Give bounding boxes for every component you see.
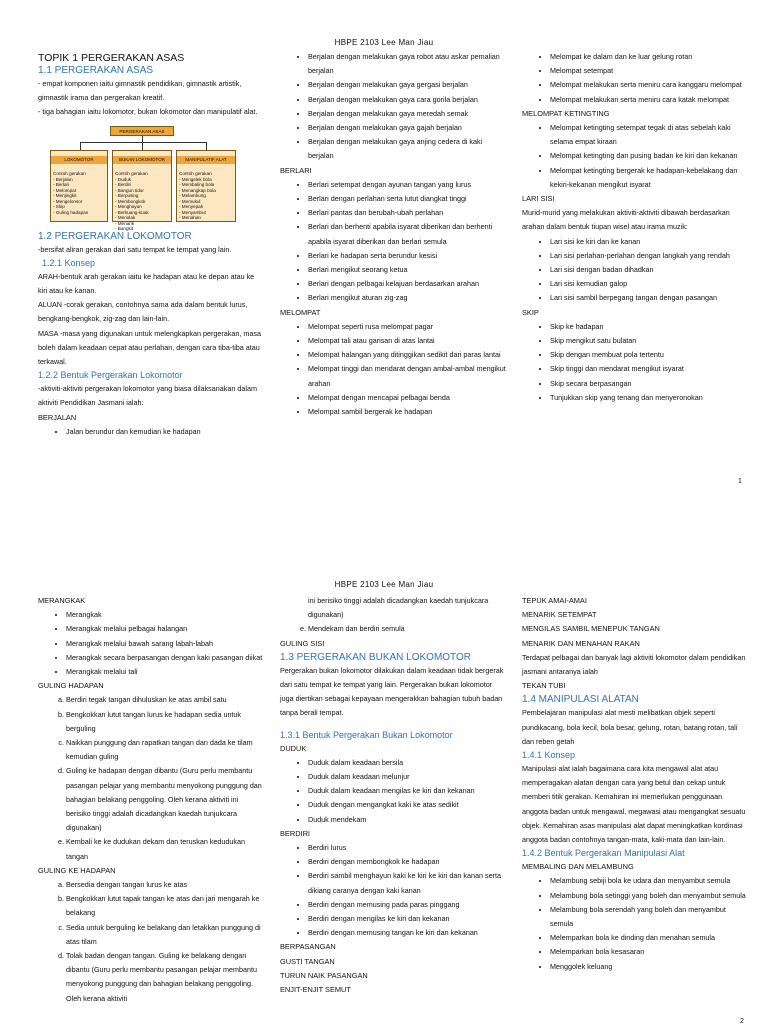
- section-1-2-2-text: -aktiviti-aktiviti pergerakan lokomotor yang biasa dilaksanakan dalam aktiviti Pendidikan Jasmani ialah:: [38, 384, 257, 408]
- menahan-text: Terdapat pelbagai dan banyak lagi aktiviti lokomotor dalam pendidikan jasmani antaranya ialah: [522, 652, 746, 677]
- topic-title: TOPIK 1 PERGERAKAN ASAS: [38, 52, 185, 64]
- section-1-3-1-heading: 1.3.1 Bentuk Pergerakan Bukan Lokomotor: [280, 729, 453, 740]
- list-item: • Skip secara berpasangan: [550, 377, 748, 391]
- berlari-list: [280, 178, 506, 306]
- diagram-connector: [80, 142, 206, 143]
- list-item: • Berlari setempat dengan ayunan tangan yang lurus: [308, 178, 506, 192]
- page2-column-1: [38, 594, 264, 1006]
- pergerakan-asas-diagram: [48, 126, 238, 232]
- list-item: a. Berdiri tegak tangan dihuluskan ke atas ambil satu: [66, 693, 264, 707]
- diagram-box-body: Contoh gerakan - Mengelek bola - Membaling bola - Menangkap bola - Melambung - Memukul - Menyepak - Menyambut - Menahan: [179, 171, 216, 221]
- berjalan-label: BERJALAN: [38, 412, 77, 422]
- tekan-tubi-label: TEKAN TUBI: [522, 681, 566, 691]
- list-item: • Duduk dalam keadaan mengilas ke kiri dan kekanan: [308, 784, 506, 798]
- page2-column-2: [280, 594, 506, 997]
- list-item: • Menggolek keluang: [550, 960, 750, 974]
- melompat-ketingting-label: MELOMPAT KETINGTING: [522, 108, 610, 118]
- section-1-3-text: Pergerakan bukan lokomotor dilakukan dalam keadaan tidak bergerak dari satu tempat ke tempat yang lain. Pergerakan bukan lokomotor juga diertikan sebagai kepayaan mengerakkan bahagian tubuh badan tanpa berali tempat.: [280, 665, 504, 718]
- list-item: • Lari sisi dengan badan dihadkan: [550, 263, 748, 277]
- list-item: d. Tolak badan dengan tangan. Guling ke belakang dengan dibantu (Guru perlu membantu pasangan pelajar membantu menyokong punggung dan bahagian belakang penggoling. Oleh kerana aktiviti: [66, 949, 264, 1006]
- continued-text: ini berisiko tinggi adalah dicadangkan kaedah tunjukcara digunakan): [308, 596, 489, 620]
- section-1-2-1-heading: 1.2.1 Konsep: [42, 257, 96, 268]
- melompat-list: [280, 320, 506, 419]
- page-header: HBPE 2103 Lee Man Jiau: [334, 38, 434, 47]
- melompat-label: MELOMPAT: [280, 307, 321, 317]
- list-item: e. Kembali ke ke dudukan dekam dan teruskan kedudukan tangan: [66, 835, 264, 863]
- list-item: b. Bengkokkan lutut tapak tangan ke atas dan jari mengarah ke belakang: [66, 892, 264, 920]
- guling-sisi-label: GULING SISI: [280, 638, 325, 648]
- list-item: • Duduk mendekam: [308, 813, 506, 827]
- list-item: • Melompat halangan yang ditinggikan sedikit dari paras lantai: [308, 348, 506, 362]
- list-item: • Merangkak secara berpasangan dengan kaki pasangan diikat: [66, 651, 264, 665]
- berdiri-list: [280, 841, 506, 940]
- skip-list: [522, 320, 748, 405]
- list-item: • Berjalan dengan melakukan gaya cara gorila berjalan: [308, 93, 506, 107]
- guling-hadapan-label: GULING HADAPAN: [38, 681, 104, 691]
- list-item: • Skip ke hadapan: [550, 320, 748, 334]
- ketingting-list: [522, 121, 748, 192]
- list-item: • Berlari pantas dan berubah-ubah perlahan: [308, 206, 506, 220]
- list-item: • Berlari ke hadapan serta berundur kesisi: [308, 249, 506, 263]
- list-item: • Berdiri dengan memusing pada paras pinggang: [308, 898, 506, 912]
- gusti-tangan-label: GUSTI TANGAN: [280, 956, 335, 966]
- list-item: • Merangkak melalui bawah sarang labah-labah: [66, 637, 264, 651]
- page1-column-1: [38, 52, 262, 439]
- list-item: • Melompat melakukan serta meniru cara kanggaru melompat: [550, 78, 748, 92]
- diagram-box-title: LOKOMOTOR: [51, 156, 107, 164]
- list-item: • Melompat melakukan serta meniru cara katak melompat: [550, 93, 748, 107]
- list-item: • Melompat tali atau garisan di atas lantai: [308, 334, 506, 348]
- diagram-connector: [206, 142, 207, 150]
- turun-naik-label: TURUN NAIK PASANGAN: [280, 970, 368, 980]
- skip-label: SKIP: [522, 307, 539, 317]
- list-item: • Lari sisi perlahan-perlahan dengan langkah yang rendah: [550, 249, 748, 263]
- guling-ke-hadapan-list: [38, 878, 264, 1006]
- list-item: • Berdiri lurus: [308, 841, 506, 855]
- menarik-setempat-label: MENARIK SETEMPAT: [522, 610, 597, 620]
- list-item: • Duduk dalam keadaan melunjur: [308, 770, 506, 784]
- list-item: c. Sedia untuk berguling ke belakang dan letakkan punggung di atas tilam: [66, 921, 264, 949]
- list-item: • Melambung bola serendah yang boleh dan menyambut semula: [550, 903, 750, 931]
- arah-paragraph: ARAH-bentuk arah gerakan iaitu ke hadapan atau ke depan atau ke kiri atau ke kanan.: [38, 271, 255, 296]
- section-1-4-heading: 1.4 MANIPULASI ALATAN: [522, 694, 639, 706]
- list-item: • Duduk dengan mengangkat kaki ke atas sedikit: [308, 798, 506, 812]
- diagram-bukan-lokomotor-box: [112, 150, 172, 232]
- diagram-box-title: MANIPULATIF ALAT: [177, 156, 235, 164]
- list-item: c. Naikkan punggung dan rapatkan tangan dan dada ke tilam kemudian guling: [66, 736, 264, 764]
- list-item: d. Guling ke hadapan dengan dibantu (Guru perlu membantu pasangan pelajar yang membantu menyokong punggung dan bahagian belakang penggoling. Oleh kerana aktiviti ini berisiko tinggi adalah dicadangkan kaedah tunjukcara digunakan): [66, 764, 264, 835]
- section-1-4-2-heading: 1.4.2 Bentuk Pergerakan Manipulasi Alat: [522, 848, 685, 859]
- list-item: • Berdiri dengan membongkok ke hadapan: [308, 855, 506, 869]
- list-item: a. Bersedia dengan tangan lurus ke atas: [66, 878, 264, 892]
- melompat-list-continued: [522, 50, 748, 107]
- page-2: [0, 572, 768, 1024]
- list-item: • Berjalan dengan melakukan gaya gajah berjalan: [308, 121, 506, 135]
- list-item: • Merangkak melalui tali: [66, 665, 264, 679]
- list-item: • Lari sisi ke kiri dan ke kanan: [550, 235, 748, 249]
- list-item: • Melompat sambil bergerak ke hadapan: [308, 405, 506, 419]
- berlari-label: BERLARI: [280, 165, 312, 175]
- list-item: • Merangkak: [66, 608, 264, 622]
- diagram-box-body: Contoh gerakan - Duduk - Berdiri - Bangun tidur - Berpusing - Membongkok - Menghayun - Berkuang-kuak - Menolak - Menarik - Bangkit: [115, 171, 149, 232]
- list-item: • Melompat ke dalam dan ke luar gelung rotan: [550, 50, 748, 64]
- section-1-2-heading: 1.2 PERGERAKAN LOKOMOTOR: [38, 230, 192, 242]
- lari-sisi-text: Murid-murid yang melakukan aktiviti-aktiviti dibawah berdasarkan arahan dalam bentuk tiupan wisel atau irama muzik:: [522, 208, 730, 232]
- diagram-top-box: PERGERAKAN ASAS: [110, 126, 174, 136]
- diagram-box-title: BUKAN LOKOMOTOR: [113, 156, 171, 164]
- section-1-3-heading: 1.3 PERGERAKAN BUKAN LOKOMOTOR: [280, 651, 471, 663]
- page1-column-3: [522, 50, 748, 405]
- berdiri-label: BERDIRI: [280, 828, 310, 838]
- list-item: • Skip mengikut satu bulatan: [550, 334, 748, 348]
- list-item: • Tunjukkan skip yang tenang dan menyeronokan: [550, 391, 748, 405]
- aluan-paragraph: ALUAN -corak gerakan, contohnya sama ada dalam bentuk lurus, bengkang-bengkok, zig-zag dan lain-lain.: [38, 300, 248, 324]
- merangkak-list: [38, 608, 264, 679]
- page-header: HBPE 2103 Lee Man Jiau: [334, 580, 434, 589]
- list-item: • Berjalan dengan melakukan gaya meredah semak: [308, 107, 506, 121]
- diagram-box-body: Contoh gerakan - Berjalan - Berlari - Melompat - Menjingkit - Mengelonsor - Skip - Guling hadapan: [53, 171, 89, 215]
- section-1-4-text: Pembelajaran manipulasi alat mesti melibatkan objek seperti pundikacang, bola kecil, bola besar, gelung, rotan, batang rotan, tali dan reben getah: [522, 708, 738, 746]
- page-number: 1: [738, 478, 742, 485]
- berjalan-list: [38, 425, 262, 439]
- list-item: • Melompat ketingting setempat tegak di atas sebelah kaki selama empat kiraan: [550, 121, 748, 149]
- list-item: • Melompat setempat: [550, 64, 748, 78]
- list-item: • Berlari mengikut seorang ketua: [308, 263, 506, 277]
- list-item: • Duduk dalam keadaan bersila: [308, 756, 506, 770]
- merangkak-label: MERANGKAK: [38, 596, 86, 605]
- list-item: • Berlari dengan pelbagai kelajuan berdasarkan arahan: [308, 277, 506, 291]
- list-item: e. Mendekam dan berdiri semula: [308, 622, 506, 636]
- list-item: • Skip tinggi dan mendarat mengikut isyarat: [550, 362, 748, 376]
- mengilas-label: MENGILAS SAMBIL MENEPUK TANGAN: [522, 624, 660, 634]
- list-item: • Melambung sebiji bola ke udara dan menyambut semula: [550, 874, 750, 888]
- diagram-connector: [142, 142, 143, 150]
- list-item: • Berlari dan berhenti apabila isyarat diberikan dan berhenti apabila isyarat diberikan dan berlari semula: [308, 220, 506, 248]
- list-item: • Merangkak melalui pelbagai halangan: [66, 622, 264, 636]
- section-1-2-2-heading: 1.2.2 Bentuk Pergerakan Lokomotor: [38, 370, 183, 381]
- berjalan-list-continued: [280, 50, 506, 164]
- list-item: • Berjalan dengan melakukan gaya anjing cedera di kaki berjalan: [308, 135, 506, 163]
- tepuk-amai-label: TEPUK AMAI-AMAI: [522, 596, 587, 605]
- guling-list-continued: [280, 622, 506, 636]
- lari-sisi-list: [522, 235, 748, 306]
- page1-column-2: [280, 50, 506, 419]
- list-item: b. Bengkokkan lutut tangan lurus ke hadapan sedia untuk berguling: [66, 708, 264, 736]
- enjit-semut-label: ENJIT-ENJIT SEMUT: [280, 985, 351, 995]
- page-number: 2: [740, 1018, 744, 1025]
- list-item: • Berdiri sambil menghayun kaki ke kiri ke kiri dan kanan serta dikiang caranya dengan kaki kanan: [308, 869, 506, 897]
- diagram-connector: [80, 142, 81, 150]
- list-item: • Berlari mengikut aturan zig-zag: [308, 291, 506, 305]
- list-item: • Melompat tinggi dan mendarat dengan ambal-ambal mengikut arahan: [308, 362, 506, 390]
- diagram-lokomotor-box: [50, 150, 108, 222]
- membaling-label: MEMBALING DAN MELAMBUNG: [522, 862, 634, 872]
- list-item: • Berdiri dengan memusing tangan ke kiri dan kekanan: [308, 926, 506, 940]
- section-1-4-1-text: Manipulasi alat ialah bagaimana cara kita mengawal alat atau memperagakan alatan dengan cara yang betul dan cekap untuk memberi titik gerakan. Kemahiran ini memerlukan penggunaan anggota badan untuk mengawal, megawasi atau mengangkat sesuatu objek. Kemahiran asas manipulasi alat dapat meningkatkan kordinasi anggota badan contohnya tangan-mata, kaki-mata dan lain-lain.: [522, 764, 746, 845]
- guling-hadapan-list: [38, 693, 264, 863]
- list-item: • Skip dengan membuat pola tertentu: [550, 348, 748, 362]
- list-item: • Melompat seperti rusa melompat pagar: [308, 320, 506, 334]
- section-1-1-heading: 1.1 PERGERAKAN ASAS: [38, 65, 154, 76]
- guling-ke-hadapan-label: GULING KE HADAPAN: [38, 865, 116, 875]
- list-item: • Lari sisi kemudian galop: [550, 277, 748, 291]
- duduk-label: DUDUK: [280, 743, 307, 753]
- list-item: • Melompat ketingting dan pusing badan ke kiri dan kekanan: [550, 149, 748, 163]
- list-item: • Melompat ketingting bergerak ke hadapan-kebelakang dan kekiri-kekanan mengikut isyarat: [550, 164, 748, 192]
- list-item: • Melompat dengan mencapai pelbagai benda: [308, 391, 506, 405]
- page2-column-3: [522, 594, 750, 974]
- intro-paragraph-1: - empat komponen iaitu gimnastik pendidikan, gimnastik artistik, gimnastik irama dan pergerakan kreatif.: [38, 79, 242, 103]
- lari-sisi-label: LARI SISI: [522, 194, 555, 204]
- duduk-list: [280, 756, 506, 827]
- list-item: • Jalan berundur dan kemudian ke hadapan: [66, 425, 262, 439]
- menarik-menahan-label: MENARIK DAN MENAHAN RAKAN: [522, 638, 640, 648]
- list-item: • Berjalan dengan melakukan gaya gergasi berjalan: [308, 78, 506, 92]
- list-item: • Melambung bola setinggi yang boleh dan menyambut semula: [550, 889, 750, 903]
- list-item: • Berdiri dengan mengilas ke kiri dan kekanan: [308, 912, 506, 926]
- list-item: • Melemparkan bola kesasaran: [550, 945, 750, 959]
- list-item: • Berjalan dengan melakukan gaya robot atau askar pemalian berjalan: [308, 50, 506, 78]
- list-item: • Melemparkan bola ke dinding dan menahan semula: [550, 931, 750, 945]
- list-item: • Berlari dengan perlahan serta lutut diangkat tinggi: [308, 192, 506, 206]
- diagram-manipulatif-box: [176, 150, 236, 222]
- list-item: • Lari sisi sambil berpegang tangan dengan pasangan: [550, 291, 748, 305]
- berpasangan-label: BERPASANGAN: [280, 942, 336, 952]
- membaling-list: [522, 874, 750, 973]
- section-1-4-1-heading: 1.4.1 Konsep: [522, 750, 576, 761]
- page-gap: [0, 520, 768, 572]
- intro-paragraph-2: - tiga bahagian iaitu lokomotor, bukan lokomotor dan manipulatif alat.: [38, 107, 258, 117]
- section-1-2-text: -bersifat aliran gerakan dari satu tempat ke tempat yang lain.: [38, 244, 232, 254]
- masa-paragraph: MASA -masa yang digunakan untuk melengkapkan pergerakan, masa boleh dalam keadaan cepat atau perlahan, dengan cara tiba-tiba atau terkawal.: [38, 328, 261, 367]
